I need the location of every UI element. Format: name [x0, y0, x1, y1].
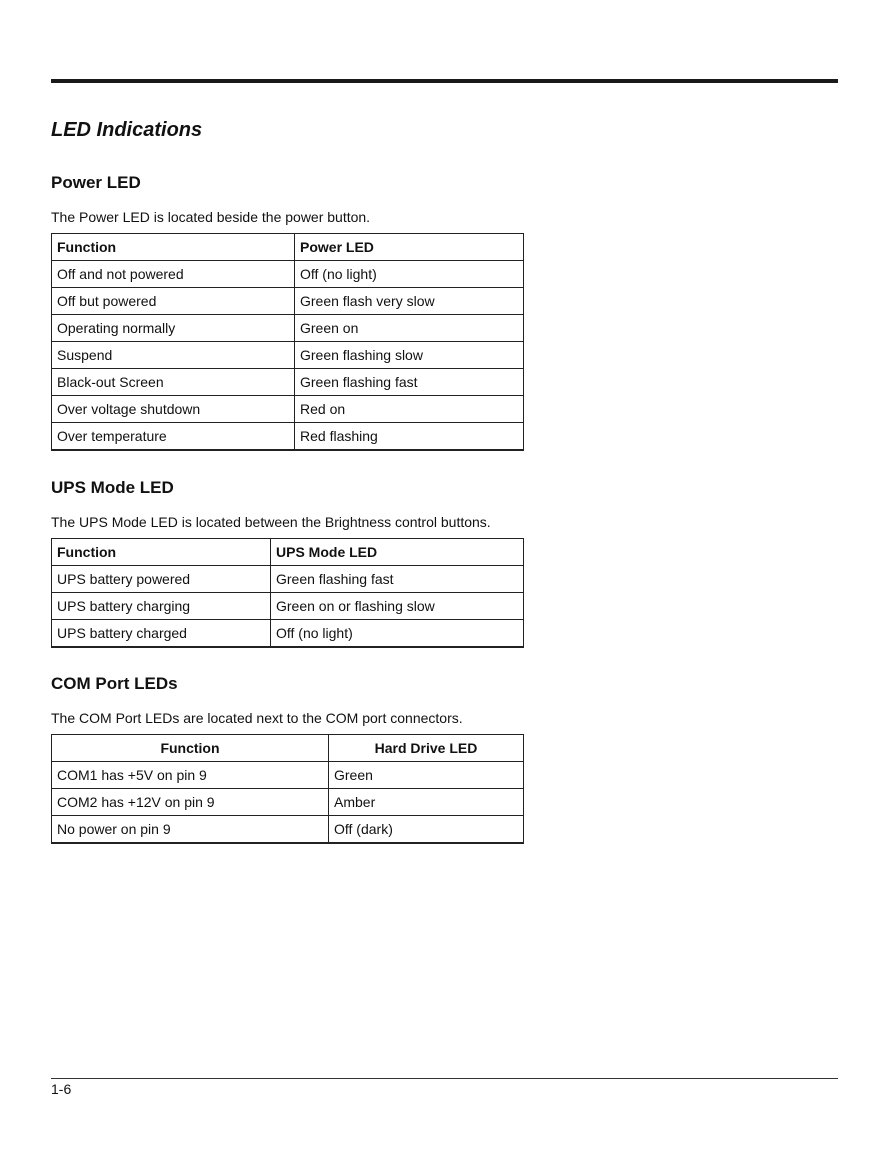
table-row: [52, 369, 524, 396]
column-header-hard-drive-led: Hard Drive LED: [329, 735, 524, 762]
com-port-leds-heading: COM Port LEDs: [51, 674, 178, 693]
table-header-row: [52, 234, 524, 261]
column-header-function: Function: [52, 539, 271, 566]
column-header-ups-mode-led: UPS Mode LED: [271, 539, 524, 566]
function-cell: No power on pin 9: [52, 816, 329, 844]
led-state-cell: Amber: [329, 789, 524, 816]
table-header-row: [52, 539, 524, 566]
column-header-function: Function: [52, 735, 329, 762]
led-state-cell: Green on: [295, 315, 524, 342]
table-row: [52, 288, 524, 315]
table-header-row: [52, 735, 524, 762]
function-cell: UPS battery powered: [52, 566, 271, 593]
led-state-cell: Green flashing fast: [295, 369, 524, 396]
function-cell: UPS battery charged: [52, 620, 271, 648]
function-cell: Over temperature: [52, 423, 295, 451]
power-led-heading: Power LED: [51, 173, 141, 192]
table-row: [52, 342, 524, 369]
table-row: [52, 423, 524, 451]
footer-rule: [51, 1078, 838, 1079]
column-header-power-led: Power LED: [295, 234, 524, 261]
table-row: [52, 816, 524, 844]
led-state-cell: Red on: [295, 396, 524, 423]
function-cell: Operating normally: [52, 315, 295, 342]
led-state-cell: Green flashing slow: [295, 342, 524, 369]
page-number: 1-6: [51, 1081, 72, 1097]
function-cell: Black-out Screen: [52, 369, 295, 396]
led-state-cell: Green flash very slow: [295, 288, 524, 315]
function-cell: Over voltage shutdown: [52, 396, 295, 423]
led-state-cell: Off (no light): [295, 261, 524, 288]
header-rule: [51, 79, 838, 83]
table-row: [52, 396, 524, 423]
table-row: [52, 762, 524, 789]
table-row: [52, 620, 524, 648]
table-row: [52, 566, 524, 593]
function-cell: Off but powered: [52, 288, 295, 315]
led-state-cell: Green flashing fast: [271, 566, 524, 593]
com-port-leds-table: [51, 734, 524, 844]
power-led-intro: The Power LED is located beside the power button.: [51, 209, 371, 225]
function-cell: COM1 has +5V on pin 9: [52, 762, 329, 789]
led-state-cell: Green on or flashing slow: [271, 593, 524, 620]
function-cell: Off and not powered: [52, 261, 295, 288]
column-header-function: Function: [52, 234, 295, 261]
led-state-cell: Off (dark): [329, 816, 524, 844]
power-led-table: [51, 233, 524, 451]
function-cell: UPS battery charging: [52, 593, 271, 620]
ups-mode-led-heading: UPS Mode LED: [51, 478, 174, 497]
led-state-cell: Red flashing: [295, 423, 524, 451]
led-state-cell: Off (no light): [271, 620, 524, 648]
table-row: [52, 261, 524, 288]
function-cell: COM2 has +12V on pin 9: [52, 789, 329, 816]
led-state-cell: Green: [329, 762, 524, 789]
page-title: LED Indications: [51, 119, 203, 141]
table-row: [52, 593, 524, 620]
function-cell: Suspend: [52, 342, 295, 369]
table-row: [52, 315, 524, 342]
ups-mode-led-intro: The UPS Mode LED is located between the Brightness control buttons.: [51, 514, 491, 530]
com-port-leds-intro: The COM Port LEDs are located next to the COM port connectors.: [51, 710, 463, 726]
ups-mode-led-table: [51, 538, 524, 648]
table-row: [52, 789, 524, 816]
